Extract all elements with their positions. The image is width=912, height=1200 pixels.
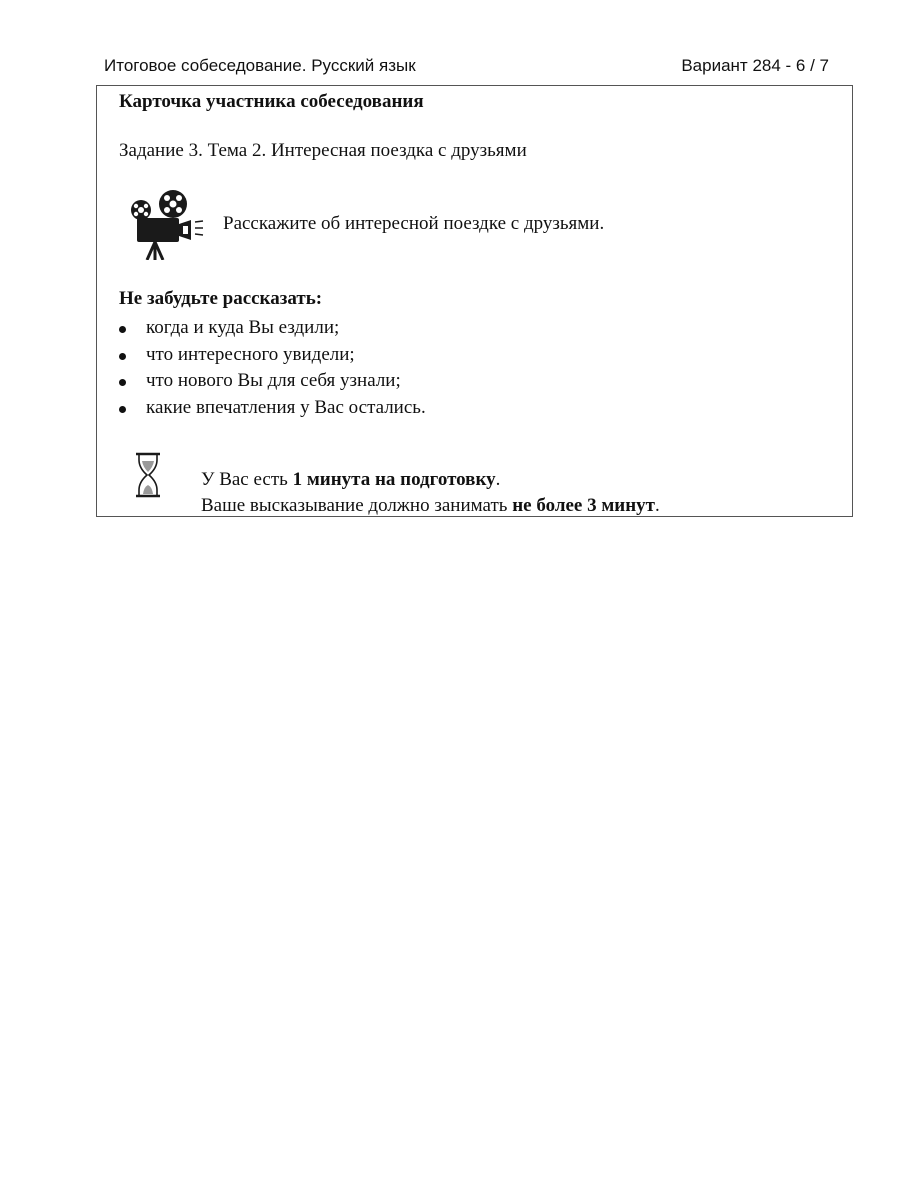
reminder-list bbox=[119, 315, 426, 421]
preparation-time: У Вас есть 1 минута на подготовку. bbox=[201, 469, 501, 490]
header-variant: Вариант 284 - 6 / 7 bbox=[681, 56, 829, 75]
hourglass-icon bbox=[133, 452, 163, 498]
card-title: Карточка участника собеседования bbox=[119, 91, 424, 112]
film-projector-icon bbox=[125, 186, 205, 260]
reminder-heading: Не забудьте рассказать: bbox=[119, 288, 323, 309]
list-item: когда и куда Вы ездили; bbox=[119, 315, 426, 342]
bullet-icon bbox=[119, 326, 126, 333]
task-prompt: Расскажите об интересной поездке с друзьями. bbox=[223, 213, 605, 234]
answer-time-limit: Ваше высказывание должно занимать не более 3 минут. bbox=[201, 495, 660, 516]
list-item: что интересного увидели; bbox=[119, 342, 426, 369]
bullet-icon bbox=[119, 353, 126, 360]
bullet-icon bbox=[119, 379, 126, 386]
list-item: какие впечатления у Вас остались. bbox=[119, 395, 426, 422]
list-item: что нового Вы для себя узнали; bbox=[119, 368, 426, 395]
bullet-icon bbox=[119, 406, 126, 413]
header-subject: Итоговое собеседование. Русский язык bbox=[104, 56, 416, 75]
page-header bbox=[104, 56, 829, 80]
task-title: Задание 3. Тема 2. Интересная поездка с друзьями bbox=[119, 140, 527, 161]
participant-card bbox=[96, 85, 853, 517]
